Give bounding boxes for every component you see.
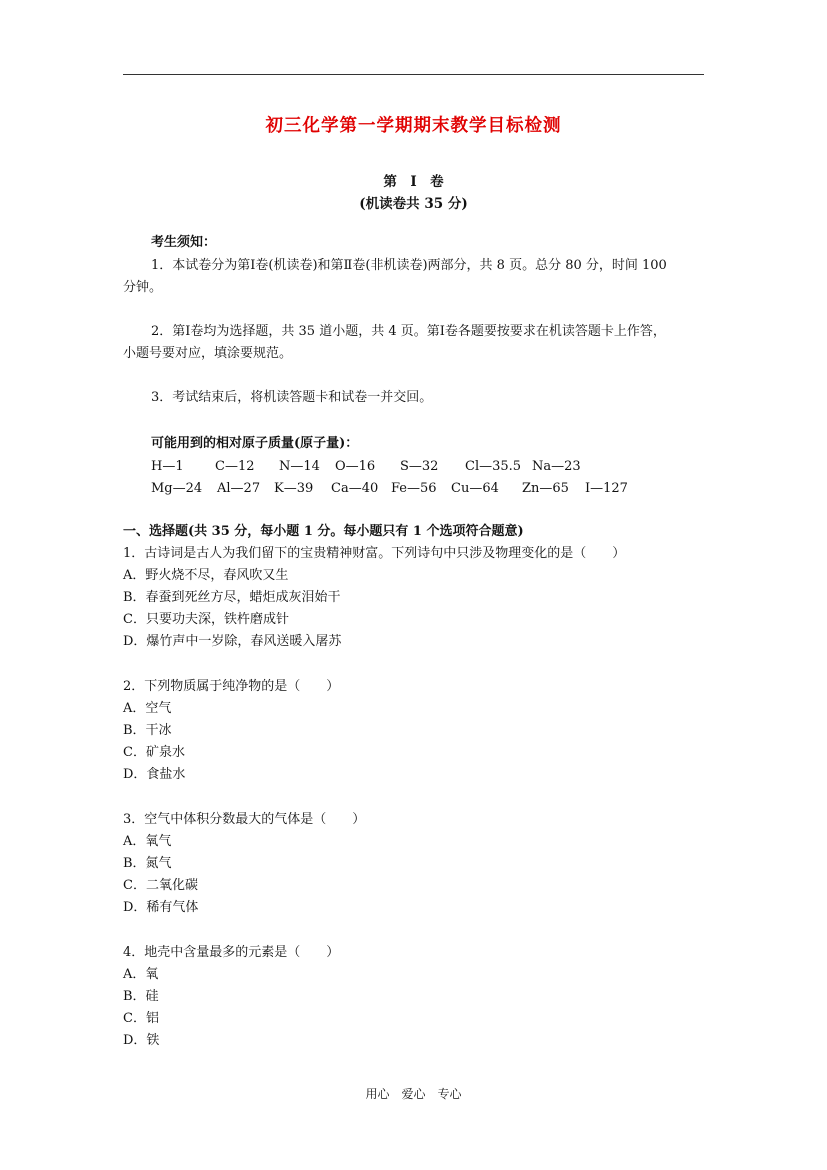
atomic-mass-item: Zn—65 bbox=[522, 481, 569, 496]
atomic-mass-item: N—14 bbox=[279, 459, 320, 474]
atomic-mass-item: C—12 bbox=[215, 459, 255, 474]
question-1-stem: 1．古诗词是古人为我们留下的宝贵精神财富。下列诗句中只涉及物理变化的是（ ） bbox=[123, 546, 626, 561]
question-4-option-a: A．氧 bbox=[123, 967, 159, 982]
atomic-mass-item: Cl—35.5 bbox=[465, 459, 522, 474]
atomic-mass-row-1 bbox=[123, 457, 723, 477]
atomic-mass-item: Fe—56 bbox=[391, 481, 437, 496]
atomic-mass-row-2 bbox=[123, 479, 723, 499]
question-1-option-a: A．野火烧不尽，春风吹又生 bbox=[123, 568, 289, 583]
atomic-mass-item: S—32 bbox=[400, 459, 439, 474]
question-1-option-d: D．爆竹声中一岁除，春风送暖入屠苏 bbox=[123, 634, 342, 649]
notice-item-3: 3．考试结束后，将机读答题卡和试卷一并交回。 bbox=[151, 390, 433, 405]
atomic-mass-item: O—16 bbox=[335, 459, 376, 474]
notice-item-2-line-2: 小题号要对应，填涂要规范。 bbox=[123, 346, 293, 361]
notice-heading: 考生须知： bbox=[151, 235, 217, 250]
question-2-option-d: D．食盐水 bbox=[123, 767, 186, 782]
atomic-mass-item: Al—27 bbox=[217, 481, 261, 496]
question-4-option-c: C．铝 bbox=[123, 1011, 159, 1026]
question-1-option-c: C．只要功夫深，铁杵磨成针 bbox=[123, 612, 289, 627]
atomic-mass-item: Mg—24 bbox=[151, 481, 203, 496]
notice-item-1-line-2: 分钟。 bbox=[123, 280, 163, 295]
header-rule bbox=[123, 74, 704, 75]
question-3-option-b: B．氮气 bbox=[123, 856, 172, 871]
question-4-option-b: B．硅 bbox=[123, 989, 159, 1004]
question-3-option-d: D．稀有气体 bbox=[123, 900, 199, 915]
question-1-option-b: B．春蚕到死丝方尽，蜡炬成灰泪始干 bbox=[123, 590, 341, 605]
atomic-mass-heading: 可能用到的相对原子质量(原子量)： bbox=[151, 436, 359, 451]
notice-item-1-line-1: 1．本试卷分为第Ⅰ卷(机读卷)和第Ⅱ卷(非机读卷)两部分，共 8 页。总分 80 分，时间 100 bbox=[151, 258, 667, 273]
question-4-stem: 4．地壳中含量最多的元素是（ ） bbox=[123, 945, 340, 960]
section-1-heading: 一、选择题(共 35 分，每小题 1 分。每小题只有 1 个选项符合题意) bbox=[123, 524, 524, 539]
question-2-option-c: C．矿泉水 bbox=[123, 745, 185, 760]
question-3-option-a: A．氧气 bbox=[123, 834, 172, 849]
question-2-option-a: A．空气 bbox=[123, 701, 172, 716]
volume-name: 第 Ⅰ 卷 bbox=[383, 174, 444, 190]
page-title: 初三化学第一学期期末教学目标检测 bbox=[265, 116, 562, 136]
atomic-mass-item: I—127 bbox=[585, 481, 628, 496]
atomic-mass-item: K—39 bbox=[274, 481, 314, 496]
volume-note: (机读卷共 35 分) bbox=[359, 196, 468, 212]
atomic-mass-item: Ca—40 bbox=[331, 481, 379, 496]
question-2-stem: 2．下列物质属于纯净物的是（ ） bbox=[123, 679, 340, 694]
notice-item-2-line-1: 2．第Ⅰ卷均为选择题，共 35 道小题，共 4 页。第Ⅰ卷各题要按要求在机读答题卡上作答， bbox=[151, 324, 666, 339]
question-3-option-c: C．二氧化碳 bbox=[123, 878, 198, 893]
atomic-mass-item: Na—23 bbox=[532, 459, 581, 474]
question-2-option-b: B．干冰 bbox=[123, 723, 172, 738]
page-footer: 用心 爱心 专心 bbox=[365, 1087, 462, 1101]
question-4-option-d: D．铁 bbox=[123, 1033, 160, 1048]
atomic-mass-item: H—1 bbox=[151, 459, 184, 474]
atomic-mass-item: Cu—64 bbox=[451, 481, 499, 496]
question-3-stem: 3．空气中体积分数最大的气体是（ ） bbox=[123, 812, 366, 827]
